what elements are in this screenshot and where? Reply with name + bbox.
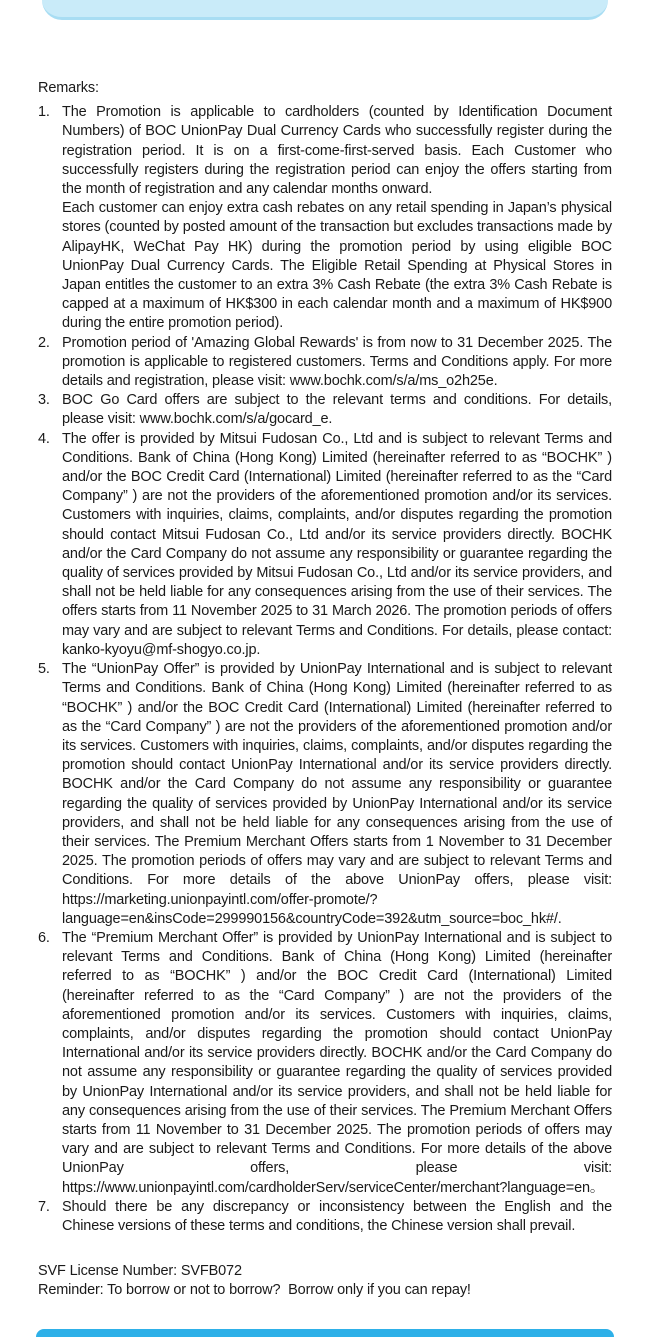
remark-text xyxy=(62,660,612,929)
remark-number: 6. xyxy=(38,929,50,946)
remarks-heading: Remarks: xyxy=(38,80,99,96)
remark-item-5 xyxy=(38,660,612,929)
remark-item-4 xyxy=(38,430,612,660)
remark-paragraph: The Promotion is applicable to cardholders (counted by Identification Document Numbers) of BOC UnionPay Dual Currency Cards who successfully register during the registration period. It is on a first-come-first-served basis. Each Customer who successfully registers during the registration period can enjoy the offers starting from the month of registration and any calendar months onward. xyxy=(62,104,612,198)
footer xyxy=(38,1262,612,1300)
remark-number: 3. xyxy=(38,392,50,409)
remark-item-1 xyxy=(38,103,612,333)
remark-number: 1. xyxy=(38,104,50,121)
remark-item-6 xyxy=(38,929,612,1198)
remark-paragraph: BOC Go Card offers are subject to the relevant terms and conditions. For details, please visit: www.bochk.com/s/a/gocard_e. xyxy=(62,392,612,428)
top-banner xyxy=(42,0,608,20)
reminder-line: Reminder: To borrow or not to borrow? Borrow only if you can repay! xyxy=(38,1282,471,1299)
remarks-list xyxy=(38,103,612,1236)
remark-number: 2. xyxy=(38,334,50,351)
remark-text xyxy=(62,430,612,660)
remark-number: 4. xyxy=(38,430,50,447)
remark-text xyxy=(62,929,612,1198)
remark-text xyxy=(62,1198,612,1236)
remark-paragraph: Should there be any discrepancy or inconsistency between the English and the Chinese versions of these terms and conditions, the Chinese version shall prevail. xyxy=(62,1198,612,1234)
remark-number: 7. xyxy=(38,1198,50,1215)
remark-item-3 xyxy=(38,391,612,429)
svf-license-line: SVF License Number: SVFB072 xyxy=(38,1263,242,1280)
remark-number: 5. xyxy=(38,661,50,678)
remark-text xyxy=(62,391,612,429)
remarks-section xyxy=(38,79,612,1301)
remark-paragraph: Promotion period of 'Amazing Global Rewards' is from now to 31 December 2025. The promotion is applicable to registered customers. Terms and Conditions apply. For more details and registration, please visit: www.bochk.com/s/a/ms_o2h25e. xyxy=(62,334,612,390)
remark-paragraph: Each customer can enjoy extra cash rebates on any retail spending in Japan’s physical stores (counted by posted amount of the transaction but excludes transactions made by AlipayHK, WeChat Pay HK) during the promotion period by using eligible BOC UnionPay Dual Currency Cards. The Eligible Retail Spending at Physical Stores in Japan entitles the customer to an extra 3% Cash Rebate (the extra 3% Cash Rebate is capped at a maximum of HK$300 in each calendar month and a maximum of HK$900 during the entire promotion period). xyxy=(62,200,612,332)
remark-text xyxy=(62,103,612,333)
remark-text xyxy=(62,334,612,392)
remark-item-2 xyxy=(38,334,612,392)
remark-item-7 xyxy=(38,1198,612,1236)
remark-paragraph: The offer is provided by Mitsui Fudosan Co., Ltd and is subject to relevant Terms and Conditions. Bank of China (Hong Kong) Limited (hereinafter referred to as “BOCHK” ) and/or the BOC Credit Card (International) Limited (hereinafter referred to as the “Card Company” ) are not the providers of the aforementioned promotion and/or its services. Customers with inquiries, claims, complaints, and/or disputes regarding the promotion should contact Mitsui Fudosan Co., Ltd and/or its service providers directly. BOCHK and/or the Card Company do not assume any responsibility or guarantee regarding the quality of services provided by Mitsui Fudosan Co., Ltd and/or its service providers, and shall not be held liable for any consequences arising from the use of their services. The offers starts from 11 November 2025 to 31 March 2026. The promotion periods of offers may vary and are subject to relevant Terms and Conditions. For details, please contact: kanko-kyoyu@mf-shogyo.co.jp. xyxy=(62,430,612,658)
remark-paragraph: The “Premium Merchant Offer” is provided by UnionPay International and is subject to relevant Terms and Conditions. Bank of China (Hong Kong) Limited (hereinafter referred to as “BOCHK” ) and/or the BOC Credit Card (International) Limited (hereinafter referred to as the “Card Company” ) are not the providers of the aforementioned promotion and/or its services. Customers with inquiries, claims, complaints, and/or disputes regarding the promotion should contact UnionPay International and/or its service providers directly. BOCHK and/or the Card Company do not assume any responsibility or guarantee regarding the quality of services provided by UnionPay International and/or its service providers, and shall not be held liable for any consequences arising from the use of their services. The Premium Merchant Offers starts from 11 November to 31 December 2025. The promotion periods of offers may vary and are subject to relevant Terms and Conditions. For more details of the above UnionPay offers, please visit: https://www.unionpayintl.com/cardholderServ/serviceCenter/merchant?language=en。 xyxy=(62,929,612,1196)
remark-paragraph: The “UnionPay Offer” is provided by UnionPay International and is subject to relevant Terms and Conditions. Bank of China (Hong Kong) Limited (hereinafter referred to as “BOCHK” ) and/or the BOC Credit Card (International) Limited (hereinafter referred to as the “Card Company” ) are not the providers of the aforementioned promotion and/or its services. Customers with inquiries, claims, complaints, and/or disputes regarding the promotion should contact UnionPay International and/or its service providers directly. BOCHK and/or the Card Company do not assume any responsibility or guarantee regarding the quality of services provided by UnionPay International and/or its service providers, and shall not be held liable for any consequences arising from the use of their services. The Premium Merchant Offers starts from 1 November to 31 December 2025. The promotion periods of offers may vary and are subject to relevant Terms and Conditions. For more details of the above UnionPay offers, please visit: https://marketing.unionpayintl.com/offer-promote/?language=en&insCode=299990156&countryCode=392&utm_source=boc_hk#/. xyxy=(62,661,612,927)
bottom-bar xyxy=(36,1329,614,1337)
